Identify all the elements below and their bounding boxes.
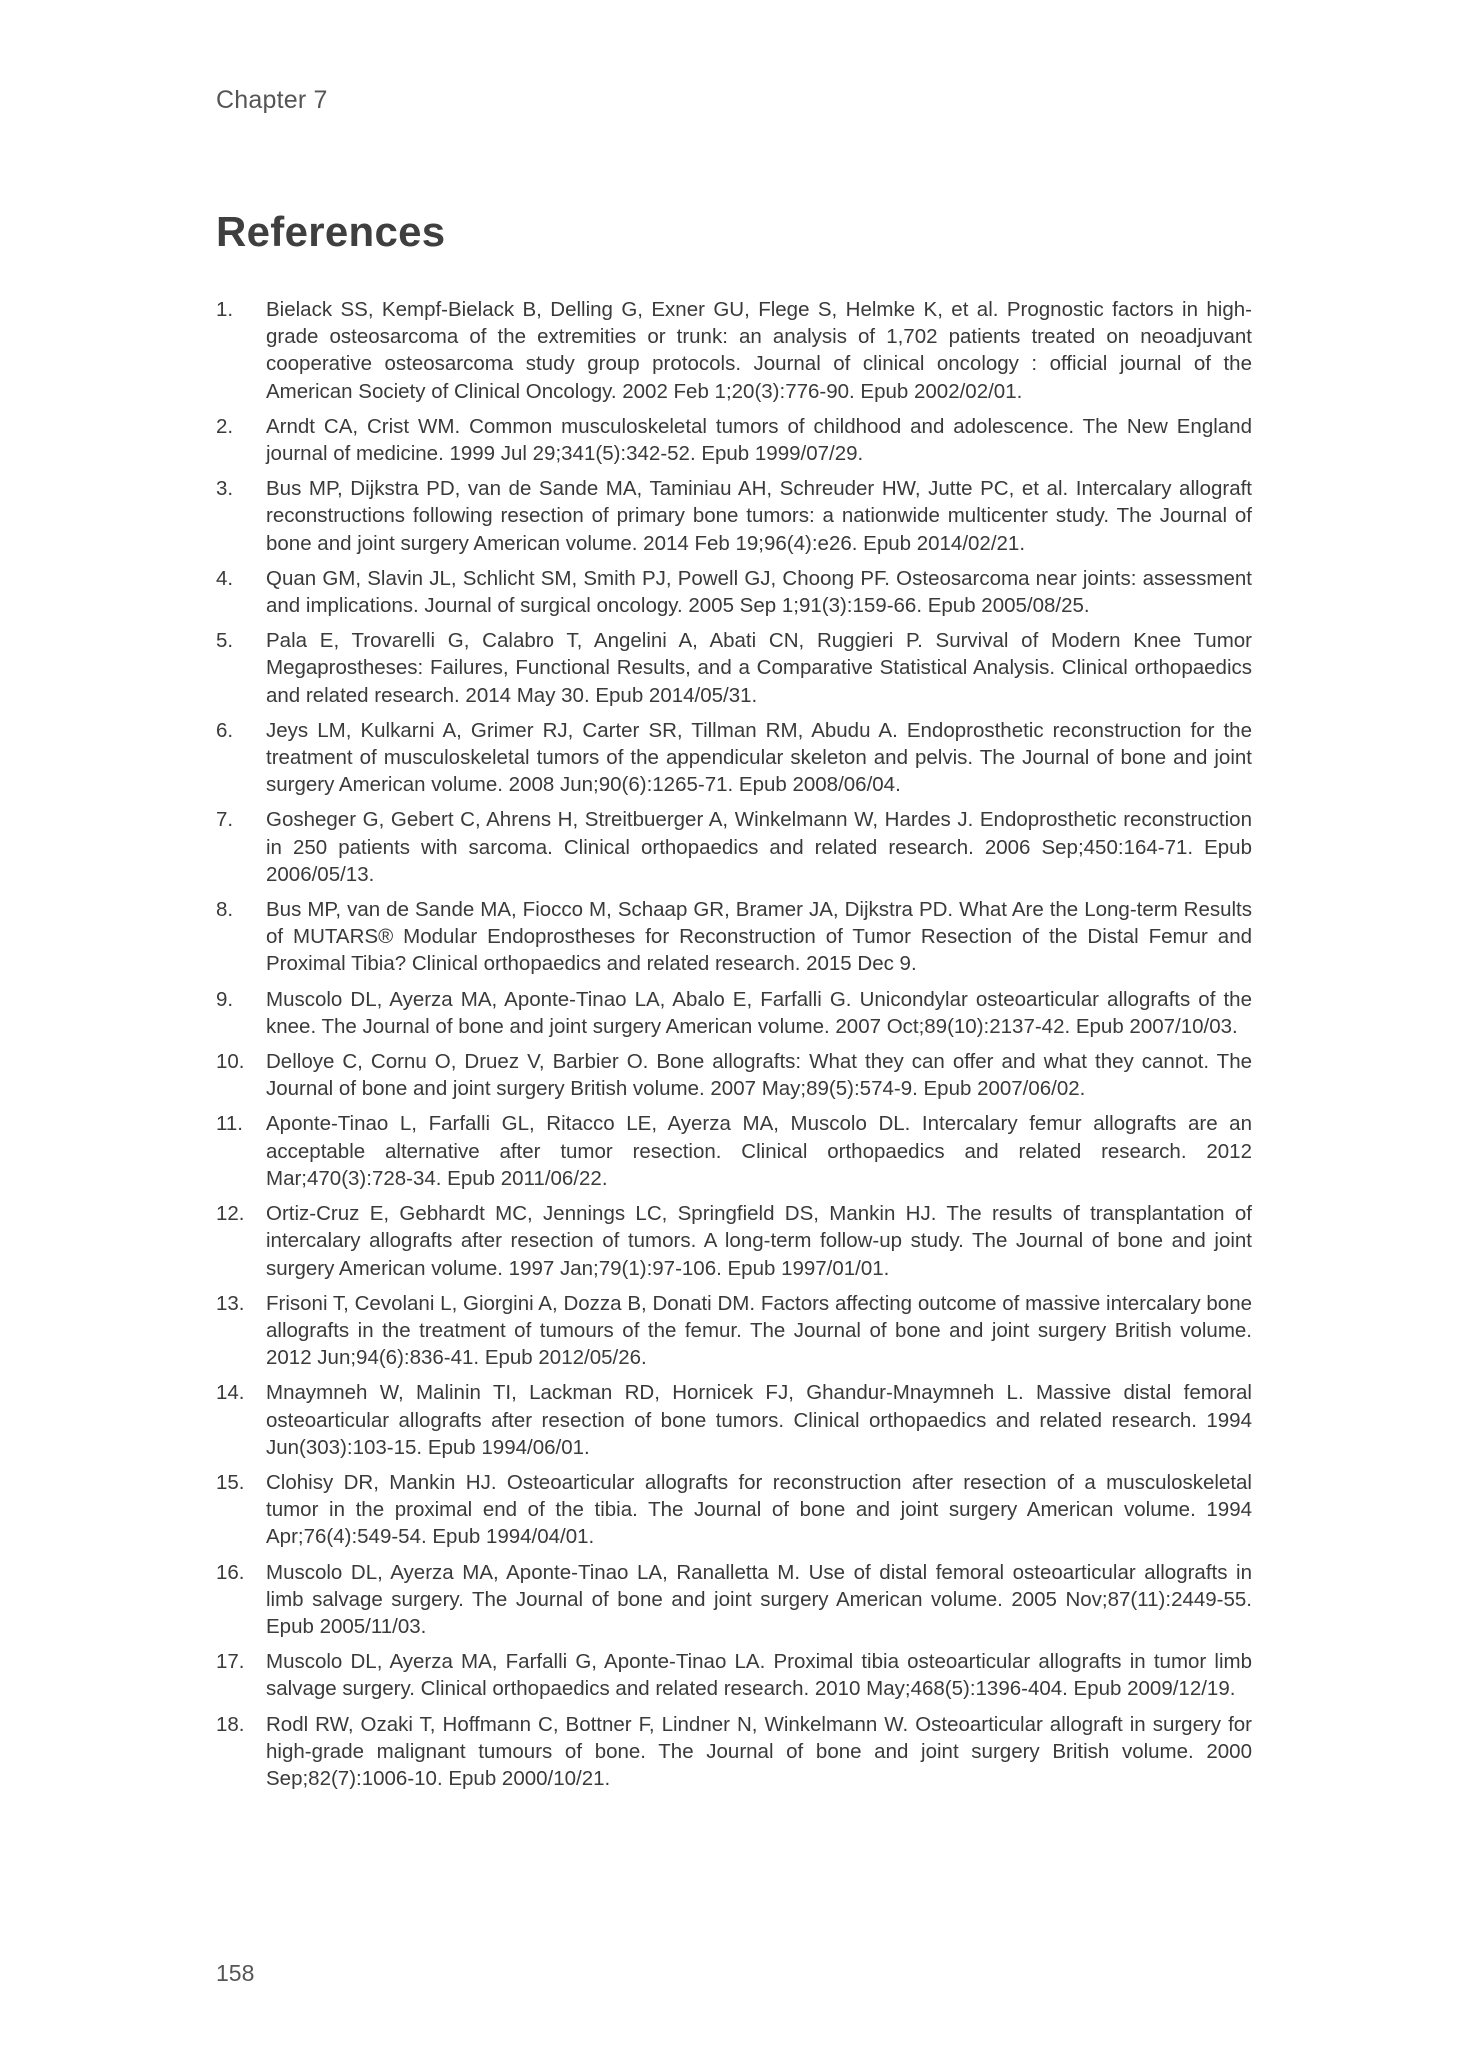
reference-item <box>216 1469 1252 1551</box>
reference-number: 9. <box>216 987 234 1011</box>
reference-number: 15. <box>216 1470 245 1494</box>
reference-item <box>216 986 1252 1040</box>
page-number: 158 <box>216 1960 255 1986</box>
reference-text: Mnaymneh W, Malinin TI, Lackman RD, Hornicek FJ, Ghandur-Mnaymneh L. Massive distal femoral osteoarticular allografts after resection of bone tumors. Clinical orthopaedics and related research. 1994 Jun(303):103-15. Epub 1994/06/01. <box>266 1381 1252 1459</box>
reference-text: Muscolo DL, Ayerza MA, Aponte-Tinao LA, Abalo E, Farfalli G. Unicondylar osteoarticular allografts of the knee. The Journal of bone and joint surgery American volume. 2007 Oct;89(10):2137-42. Epub 2007/10/03. <box>266 987 1252 1038</box>
chapter-header: Chapter 7 <box>216 86 328 114</box>
reference-text: Jeys LM, Kulkarni A, Grimer RJ, Carter SR, Tillman RM, Abudu A. Endoprosthetic reconstruction for the treatment of musculoskeletal tumors of the appendicular skeleton and pelvis. The Journal of bone and joint surgery American volume. 2008 Jun;90(6):1265-71. Epub 2008/06/04. <box>266 718 1252 797</box>
reference-item <box>216 896 1252 978</box>
reference-text: Muscolo DL, Ayerza MA, Farfalli G, Aponte-Tinao LA. Proximal tibia osteoarticular allografts in tumor limb salvage surgery. Clinical orthopaedics and related research. 2010 May;468(5):1396-404. Epub 2009/12/19. <box>266 1650 1252 1701</box>
reference-number: 2. <box>216 414 234 438</box>
reference-text: Bielack SS, Kempf-Bielack B, Delling G, Exner GU, Flege S, Helmke K, et al. Prognostic factors in high-grade osteosarcoma of the extremities or trunk: an analysis of 1,702 patients treated on neoadjuvant cooperative osteosarcoma study group protocols. Journal of clinical oncology : official journal of the American Society of Clinical Oncology. 2002 Feb 1;20(3):776-90. Epub 2002/02/01. <box>266 298 1252 403</box>
reference-number: 1. <box>216 298 234 321</box>
reference-text: Bus MP, Dijkstra PD, van de Sande MA, Taminiau AH, Schreuder HW, Jutte PC, et al. Intercalary allograft reconstructions following resection of primary bone tumors: a nationwide multicenter study. The Journal of bone and joint surgery American volume. 2014 Feb 19;96(4):e26. Epub 2014/02/21. <box>266 477 1252 555</box>
reference-number: 8. <box>216 898 234 922</box>
reference-text: Quan GM, Slavin JL, Schlicht SM, Smith PJ, Powell GJ, Choong PF. Osteosarcoma near joints: assessment and implications. Journal of surgical oncology. 2005 Sep 1;91(3):159-66. Epub 2005/08/25. <box>266 566 1252 618</box>
reference-item <box>216 565 1252 619</box>
reference-item <box>216 1200 1252 1282</box>
reference-list <box>216 296 1252 1800</box>
reference-item <box>216 296 1252 405</box>
reference-text: Frisoni T, Cevolani L, Giorgini A, Dozza B, Donati DM. Factors affecting outcome of massive intercalary bone allografts in the treatment of tumours of the femur. The Journal of bone and joint surgery British volume. 2012 Jun;94(6):836-41. Epub 2012/05/26. <box>266 1291 1252 1370</box>
reference-number: 5. <box>216 629 234 653</box>
reference-number: 14. <box>216 1381 245 1405</box>
reference-item <box>216 806 1252 888</box>
reference-number: 4. <box>216 566 234 590</box>
reference-text: Ortiz-Cruz E, Gebhardt MC, Jennings LC, Springfield DS, Mankin HJ. The results of transplantation of intercalary allografts after resection of tumors. A long-term follow-up study. The Journal of bone and joint surgery American volume. 1997 Jan;79(1):97-106. Epub 1997/01/01. <box>266 1202 1252 1280</box>
reference-item <box>216 1290 1252 1372</box>
reference-item <box>216 1648 1252 1702</box>
reference-number: 16. <box>216 1560 245 1584</box>
reference-item <box>216 1711 1252 1793</box>
reference-text: Delloye C, Cornu O, Druez V, Barbier O. Bone allografts: What they can offer and what they cannot. The Journal of bone and joint surgery British volume. 2007 May;89(5):574-9. Epub 2007/06/02. <box>266 1050 1252 1101</box>
reference-text: Rodl RW, Ozaki T, Hoffmann C, Bottner F, Lindner N, Winkelmann W. Osteoarticular allograft in surgery for high-grade malignant tumours of bone. The Journal of bone and joint surgery British volume. 2000 Sep;82(7):1006-10. Epub 2000/10/21. <box>266 1712 1252 1790</box>
reference-item <box>216 1110 1252 1192</box>
reference-number: 7. <box>216 808 234 832</box>
reference-number: 18. <box>216 1712 245 1736</box>
reference-number: 6. <box>216 718 234 742</box>
reference-text: Clohisy DR, Mankin HJ. Osteoarticular allografts for reconstruction after resection of a musculoskeletal tumor in the proximal end of the tibia. The Journal of bone and joint surgery American volume. 1994 Apr;76(4):549-54. Epub 1994/04/01. <box>266 1470 1252 1549</box>
reference-number: 11. <box>216 1112 243 1136</box>
reference-text: Muscolo DL, Ayerza MA, Aponte-Tinao LA, Ranalletta M. Use of distal femoral osteoarticular allografts in limb salvage surgery. The Journal of bone and joint surgery American volume. 2005 Nov;87(11):2449-55. Epub 2005/11/03. <box>266 1560 1252 1638</box>
reference-item <box>216 627 1252 709</box>
reference-number: 13. <box>216 1291 245 1315</box>
reference-item <box>216 1559 1252 1641</box>
reference-text: Arndt CA, Crist WM. Common musculoskeletal tumors of childhood and adolescence. The New England journal of medicine. 1999 Jul 29;341(5):342-52. Epub 1999/07/29. <box>266 414 1252 466</box>
reference-item <box>216 717 1252 799</box>
section-title: References <box>216 208 446 255</box>
reference-number: 10. <box>216 1050 245 1074</box>
reference-text: Bus MP, van de Sande MA, Fiocco M, Schaap GR, Bramer JA, Dijkstra PD. What Are the Long-term Results of MUTARS® Modular Endoprostheses for Reconstruction of Tumor Resection of the Distal Femur and Proximal Tibia? Clinical orthopaedics and related research. 2015 Dec 9. <box>266 898 1252 976</box>
reference-item <box>216 1379 1252 1461</box>
reference-item <box>216 475 1252 557</box>
reference-text: Pala E, Trovarelli G, Calabro T, Angelini A, Abati CN, Ruggieri P. Survival of Modern Knee Tumor Megaprostheses: Failures, Functional Results, and a Comparative Statistical Analysis. Clinical orthopaedics and related research. 2014 May 30. Epub 2014/05/31. <box>266 629 1252 707</box>
reference-text: Gosheger G, Gebert C, Ahrens H, Streitbuerger A, Winkelmann W, Hardes J. Endoprosthetic reconstruction in 250 patients with sarcoma. Clinical orthopaedics and related research. 2006 Sep;450:164-71. Epub 2006/05/13. <box>266 808 1252 886</box>
reference-item <box>216 413 1252 467</box>
reference-number: 3. <box>216 477 234 501</box>
reference-number: 12. <box>216 1202 245 1226</box>
reference-item <box>216 1048 1252 1102</box>
reference-text: Aponte-Tinao L, Farfalli GL, Ritacco LE, Ayerza MA, Muscolo DL. Intercalary femur allografts are an acceptable alternative after tumor resection. Clinical orthopaedics and related research. 2012 Mar;470(3):728-34. Epub 2011/06/22. <box>266 1112 1252 1190</box>
reference-number: 17. <box>216 1650 245 1674</box>
